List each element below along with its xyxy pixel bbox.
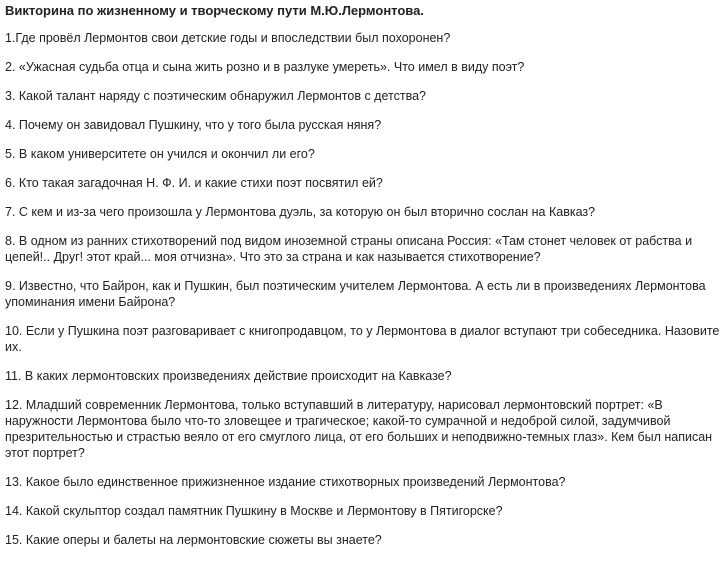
question-8: 8. В одном из ранних стихотворений под видом иноземной страны описана Россия: «Там стонет человек от рабства и цепей!.. Друг! этот край... моя отчизна». Что это за страна и как называется стихотворение? (5, 234, 693, 264)
question-7: 7. С кем и из-за чего произошла у Лермонтова дуэль, за которую он был вторично сослан на Кавказ? (5, 205, 596, 219)
question-14: 14. Какой скульптор создал памятник Пушкину в Москве и Лермонтову в Пятигорске? (5, 504, 503, 518)
question-5: 5. В каком университете он учился и окончил ли его? (5, 147, 315, 161)
question-12: 12. Младший современник Лермонтова, только вступавший в литературу, нарисовал лермонтовский портрет: «В наружности Лермонтова было что-то зловещее и трагическое; какой-то сумрачной и недоброй силой, задумчивой презрительностью и страстью веяло от его смуглого лица, от его больших и неподвижно-темных глаз». Кем был написан этот портрет? (5, 398, 713, 460)
question-15: 15. Какие оперы и балеты на лермонтовские сюжеты вы знаете? (5, 533, 382, 547)
question-2: 2. «Ужасная судьба отца и сына жить розно и в разлуке умереть». Что имел в виду поэт? (5, 60, 525, 74)
question-10: 10. Если у Пушкина поэт разговаривает с книгопродавцом, то у Лермонтова в диалог вступают три собеседника. Назовите их. (5, 324, 720, 354)
question-4: 4. Почему он завидовал Пушкину, что у того была русская няня? (5, 118, 382, 132)
question-3: 3. Какой талант наряду с поэтическим обнаружил Лермонтов с детства? (5, 89, 426, 103)
quiz-document (5, 3, 725, 561)
question-6: 6. Кто такая загадочная Н. Ф. И. и какие стихи поэт посвятил ей? (5, 176, 383, 190)
question-1: 1.Где провёл Лермонтов свои детские годы и впоследствии был похоронен? (5, 31, 451, 45)
question-13: 13. Какое было единственное прижизненное издание стихотворных произведений Лермонтова? (5, 475, 566, 489)
page-title: Викторина по жизненному и творческому пути М.Ю.Лермонтова. (5, 3, 424, 18)
question-11: 11. В каких лермонтовских произведениях действие происходит на Кавказе? (5, 369, 452, 383)
question-9: 9. Известно, что Байрон, как и Пушкин, был поэтическим учителем Лермонтова. А есть ли в произведениях Лермонтова упоминания имени Байрона? (5, 279, 706, 309)
